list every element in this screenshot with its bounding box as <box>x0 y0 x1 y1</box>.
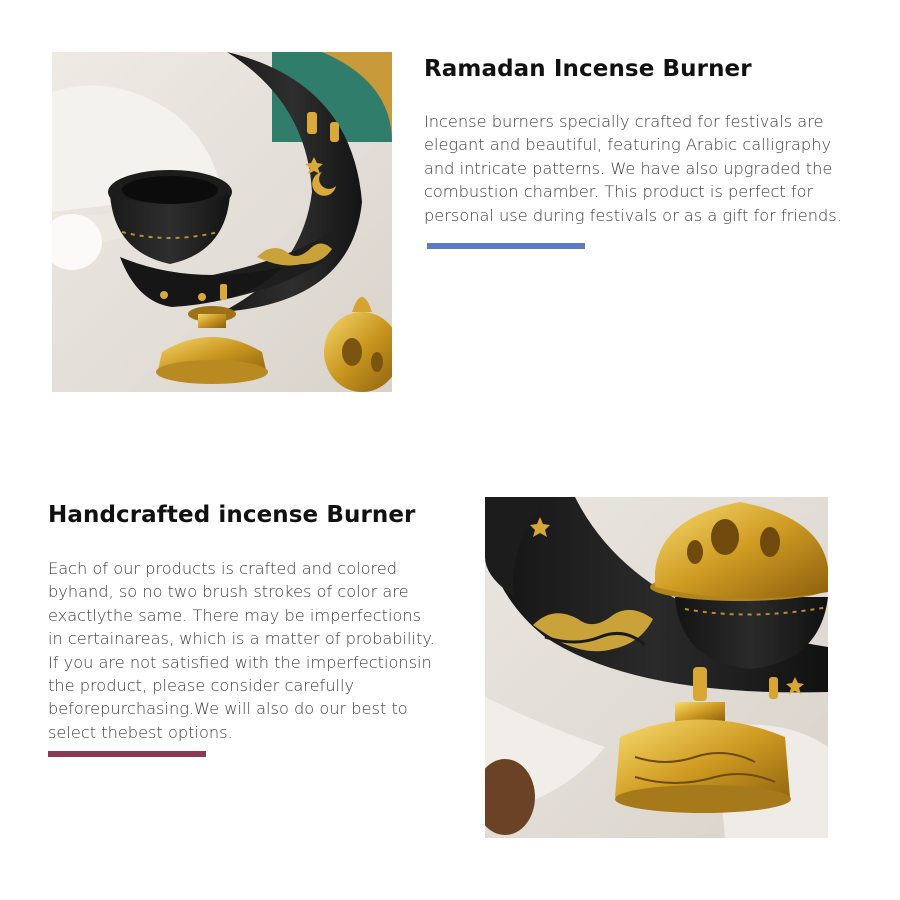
section-1-line: combustion chamber. This product is perfect for <box>424 182 814 202</box>
section-2-title: Handcrafted incense Burner <box>48 502 416 528</box>
section-1-title: Ramadan Incense Burner <box>424 56 752 82</box>
section-1-line: Incense burners specially crafted for festivals are <box>424 112 824 131</box>
section-2-line: select thebest options. <box>48 722 233 742</box>
section-2-line: If you are not satisfied with the imperfectionsin <box>48 652 432 672</box>
section-2-line: the product, please consider carefully <box>48 676 355 696</box>
section-1-accent-bar <box>427 243 585 249</box>
section-1-line: elegant and beautiful, featuring Arabic calligraphy <box>424 135 832 155</box>
crescent-incense-burner-photo <box>52 52 392 392</box>
section-2-line: Each of our products is crafted and colored <box>48 559 398 578</box>
crescent-incense-burner-closeup-photo <box>485 497 828 838</box>
section-2-accent-bar <box>48 751 206 757</box>
section-1-line: personal use during festivals or as a gift for friends. <box>424 205 842 225</box>
section-2-line: in certainareas, which is a matter of probability. <box>48 629 435 649</box>
section-2-line: byhand, so no two brush strokes of color are <box>48 582 409 602</box>
section-2-line: beforepurchasing.We will also do our best to <box>48 699 408 719</box>
section-1-description <box>424 110 884 227</box>
section-2-description <box>48 557 468 744</box>
product-photo-1 <box>52 52 392 392</box>
section-2-line: exactlythe same. There may be imperfections <box>48 605 422 625</box>
section-1-line: and intricate patterns. We have also upgraded the <box>424 158 833 178</box>
product-photo-2 <box>485 497 828 838</box>
